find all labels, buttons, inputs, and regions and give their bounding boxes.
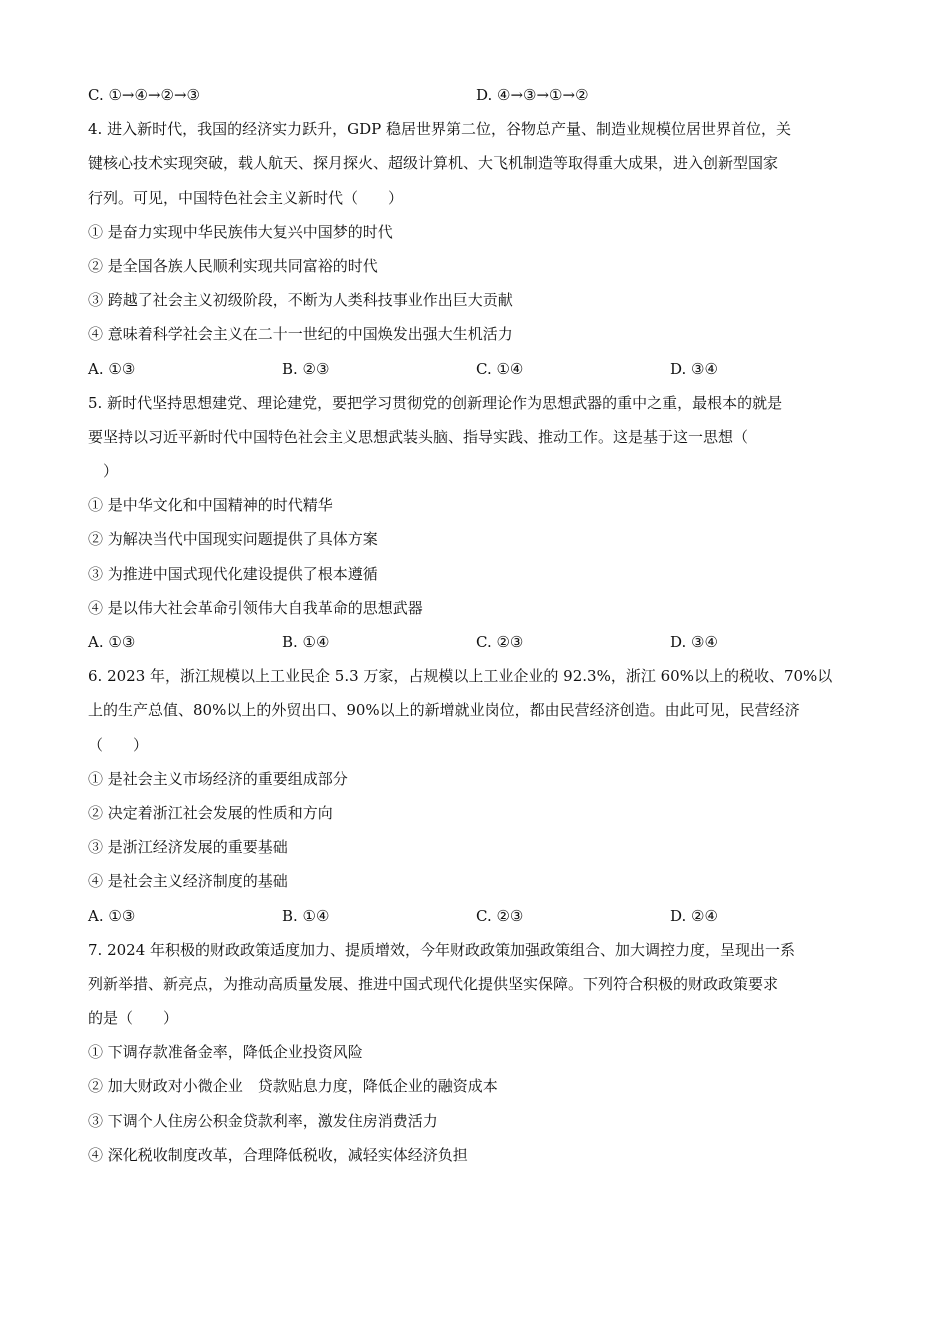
question-stem: 要坚持以习近平新时代中国特色社会主义思想武装头脑、指导实践、推动工作。这是基于这一思想（ — [88, 427, 749, 446]
statement-item: ④ 深化税收制度改革，合理降低税收，减轻实体经济负担 — [88, 1145, 468, 1164]
option-a: A. ①③ — [88, 633, 136, 651]
q3-options — [88, 78, 864, 112]
question-4 — [88, 112, 864, 386]
statement-item: ② 决定着浙江社会发展的性质和方向 — [88, 803, 333, 822]
question-stem: 6. 2023 年，浙江规模以上工业民企 5.3 万家，占规模以上工业企业的 92.3%，浙江 60%以上的税收、70%以 — [88, 667, 833, 686]
question-stem: 7. 2024 年积极的财政政策适度加力、提质增效，今年财政政策加强政策组合、加大调控力度，呈现出一系 — [88, 940, 796, 959]
question-stem: （ ） — [88, 735, 149, 754]
statement-item: ① 是中华文化和中国精神的时代精华 — [88, 496, 333, 515]
option-d: D. ③④ — [670, 633, 718, 651]
option-c: C. ①→④→②→③ — [88, 86, 200, 104]
statement-item: ② 加大财政对小微企业 贷款贴息力度，降低企业的融资成本 — [88, 1077, 498, 1096]
statement-item: ④ 是以伟大社会革命引领伟大自我革命的思想武器 — [88, 598, 423, 617]
option-a: A. ①③ — [88, 359, 136, 378]
question-stem: 列新举措、新亮点，为推动高质量发展、推进中国式现代化提供坚实保障。下列符合积极的财政政策要求 — [88, 974, 779, 993]
option-c: C. ②③ — [476, 633, 524, 651]
option-d: D. ③④ — [670, 359, 718, 378]
question-5 — [88, 386, 864, 660]
option-a: A. ①③ — [88, 906, 136, 925]
option-d: D. ②④ — [670, 906, 718, 925]
statement-item: ③ 跨越了社会主义初级阶段，不断为人类科技事业作出巨大贡献 — [88, 291, 513, 310]
answer-options — [88, 899, 864, 933]
question-6 — [88, 659, 864, 933]
statement-item: ② 是全国各族人民顺利实现共同富裕的时代 — [88, 256, 378, 275]
question-stem: 键核心技术实现突破，载人航天、探月探火、超级计算机、大飞机制造等取得重大成果，进入创新型国家 — [88, 154, 779, 173]
answer-options — [88, 352, 864, 386]
answer-options — [88, 625, 864, 659]
option-d: D. ④→③→①→② — [476, 86, 589, 104]
statement-item: ① 是社会主义市场经济的重要组成部分 — [88, 769, 348, 788]
option-b: B. ①④ — [282, 906, 330, 925]
statement-item: ③ 为推进中国式现代化建设提供了根本遵循 — [88, 564, 378, 583]
option-b: B. ①④ — [282, 633, 330, 651]
option-b: B. ②③ — [282, 359, 330, 378]
statement-item: ④ 是社会主义经济制度的基础 — [88, 872, 288, 891]
statement-item: ② 为解决当代中国现实问题提供了具体方案 — [88, 530, 378, 549]
question-7 — [88, 933, 864, 1172]
question-stem: 上的生产总值、80%以上的外贸出口、90%以上的新增就业岗位，都由民营经济创造。由此可见，民营经济 — [88, 701, 800, 720]
question-stem: ） — [88, 462, 119, 481]
statement-item: ④ 意味着科学社会主义在二十一世纪的中国焕发出强大生机活力 — [88, 325, 513, 344]
statement-item: ① 下调存款准备金率，降低企业投资风险 — [88, 1043, 363, 1062]
question-stem: 4. 进入新时代，我国的经济实力跃升，GDP 稳居世界第二位，谷物总产量、制造业规模位居世界首位，关 — [88, 120, 791, 139]
option-c: C. ①④ — [476, 359, 524, 378]
question-stem: 5. 新时代坚持思想建党、理论建党，要把学习贯彻党的创新理论作为思想武器的重中之重，最根本的就是 — [88, 393, 783, 412]
option-c: C. ②③ — [476, 906, 524, 925]
statement-item: ③ 是浙江经济发展的重要基础 — [88, 838, 288, 857]
question-stem: 行列。可见，中国特色社会主义新时代（ ） — [88, 188, 404, 207]
exam-page — [88, 78, 864, 1172]
question-stem: 的是（ ） — [88, 1009, 179, 1028]
statement-item: ③ 下调个人住房公积金贷款利率，激发住房消费活力 — [88, 1111, 438, 1130]
statement-item: ① 是奋力实现中华民族伟大复兴中国梦的时代 — [88, 222, 393, 241]
